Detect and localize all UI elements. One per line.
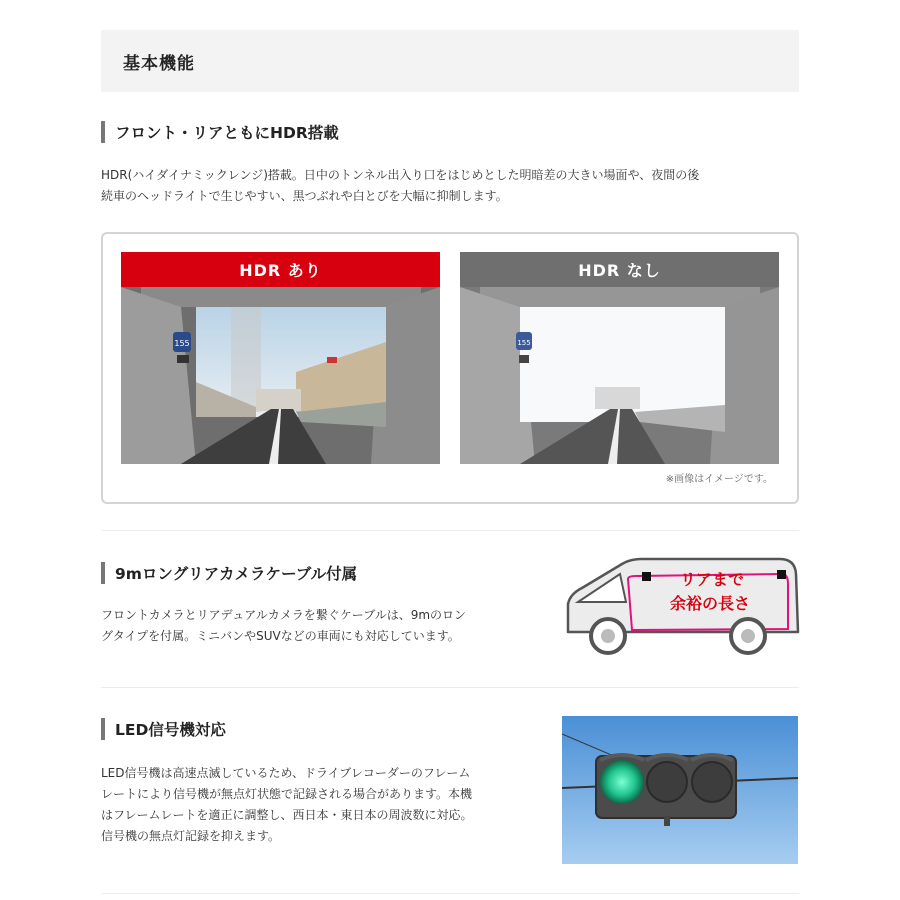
heading-bar xyxy=(101,121,105,143)
led-text-line4: 信号機の無点灯記録を抑えます。 xyxy=(101,829,281,843)
led-heading-text: LED信号機対応 xyxy=(115,721,226,739)
cable-description xyxy=(101,605,541,647)
image-caption: ※画像はイメージです。 xyxy=(665,474,773,485)
traffic-signal-photo xyxy=(562,716,798,864)
divider xyxy=(101,530,799,531)
heading-bar xyxy=(101,562,105,584)
route-sign-text: 155 xyxy=(174,339,190,348)
page-title: 基本機能 xyxy=(123,54,195,74)
divider xyxy=(101,893,799,894)
hdr-heading xyxy=(101,121,339,143)
hdr-text-line1: HDR(ハイダイナミックレンジ)搭載。日中のトンネル出入り口をはじめとした明暗差の大きい場面や、夜間の後 xyxy=(101,168,700,182)
van-illustration xyxy=(560,554,800,656)
hdr-text-line2: 続車のヘッドライトで生じやすい、黒つぶれや白とびを大幅に抑制します。 xyxy=(101,189,508,203)
hdr-on-panel xyxy=(121,252,440,464)
cable-text-line2: グタイプを付属。ミニバンやSUVなどの車両にも対応しています。 xyxy=(101,629,460,643)
led-text-line1: LED信号機は高速点滅しているため、ドライブレコーダーのフレーム xyxy=(101,766,471,780)
heading-bar xyxy=(101,718,105,740)
cable-heading-text: 9mロングリアカメラケーブル付属 xyxy=(115,565,358,583)
section-header xyxy=(101,30,799,92)
led-text-line3: はフレームレートを適正に調整し、西日本・東日本の周波数に対応。 xyxy=(101,808,473,822)
van-text-1: リアまで xyxy=(679,570,745,589)
route-sign-text-off: 155 xyxy=(517,339,531,347)
led-description xyxy=(101,763,541,847)
led-heading xyxy=(101,718,226,740)
hdr-heading-text: フロント・リアともにHDR搭載 xyxy=(115,124,339,142)
hdr-on-label: HDR あり xyxy=(121,252,440,287)
divider xyxy=(101,687,799,688)
hdr-description xyxy=(101,165,801,207)
hdr-on-image xyxy=(121,287,440,464)
cable-text-line1: フロントカメラとリアデュアルカメラを繋ぐケーブルは、9mのロン xyxy=(101,608,467,622)
cable-heading xyxy=(101,562,357,584)
led-text-line2: レートにより信号機が無点灯状態で記録される場合があります。本機 xyxy=(101,787,473,801)
hdr-off-image xyxy=(460,287,779,464)
hdr-off-label: HDR なし xyxy=(460,252,779,287)
hdr-off-panel xyxy=(460,252,779,464)
hdr-comparison-box xyxy=(101,232,799,504)
van-text-2: 余裕の長さ xyxy=(669,594,751,613)
